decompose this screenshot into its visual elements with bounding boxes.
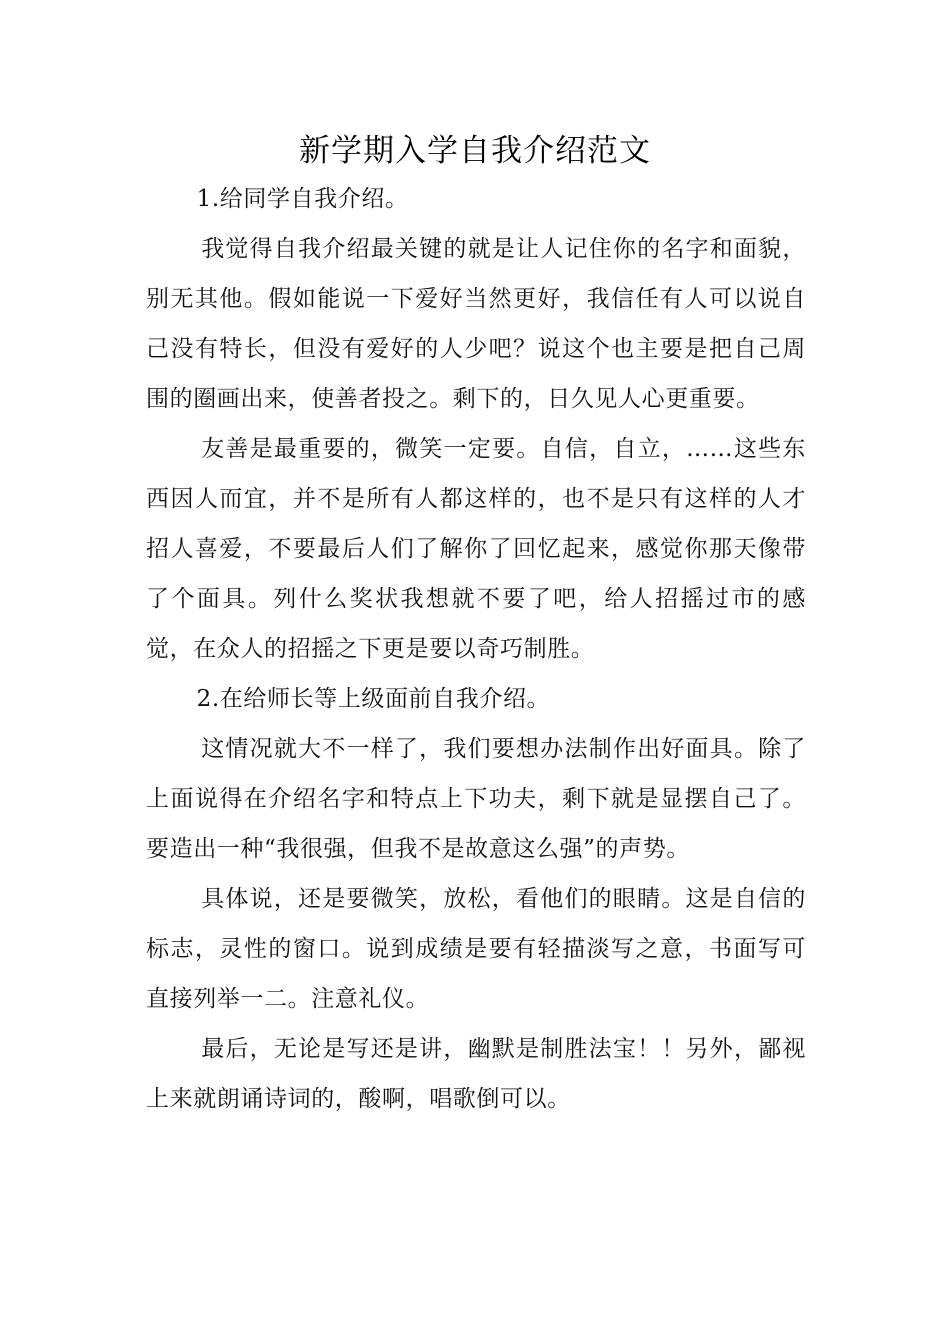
section-heading-2: 2.在给师长等上级面前自我介绍。: [196, 686, 551, 712]
document-title: 新学期入学自我介绍范文: [299, 133, 651, 169]
paragraph-2: 友善是最重要的，微笑一定要。自信，自立，……这些东西因人而宜，并不是所有人都这样的，也不是只有这样的人才招人喜爱，不要最后人们了解你了回忆起来，感觉你那天像带了个面具。列什么奖状我想就不要了吧，给人招摇过市的感觉，在众人的招摇之下更是要以奇巧制胜。: [146, 436, 806, 662]
paragraph-4: 具体说，还是要微笑，放松，看他们的眼睛。这是自信的标志，灵性的窗口。说到成绩是要有轻描淡写之意，书面写可直接列举一二。注意礼仪。: [146, 886, 806, 1012]
section-heading-1: 1.给同学自我介绍。: [196, 186, 409, 212]
paragraph-1: 我觉得自我介绍最关键的就是让人记住你的名字和面貌，别无其他。假如能说一下爱好当然更好，我信任有人可以说自己没有特长，但没有爱好的人少吧？说这个也主要是把自己周围的圈画出来，使善者投之。剩下的，日久见人心更重要。: [146, 236, 806, 412]
paragraph-3: 这情况就大不一样了，我们要想办法制作出好面具。除了上面说得在介绍名字和特点上下功夫，剩下就是显摆自己了。要造出一种“我很强，但我不是故意这么强”的声势。: [146, 736, 806, 862]
document-body: [146, 174, 806, 1124]
paragraph-5: 最后，无论是写还是讲，幽默是制胜法宝！！另外，鄙视上来就朗诵诗词的，酸啊，唱歌倒可以。: [146, 1036, 806, 1112]
